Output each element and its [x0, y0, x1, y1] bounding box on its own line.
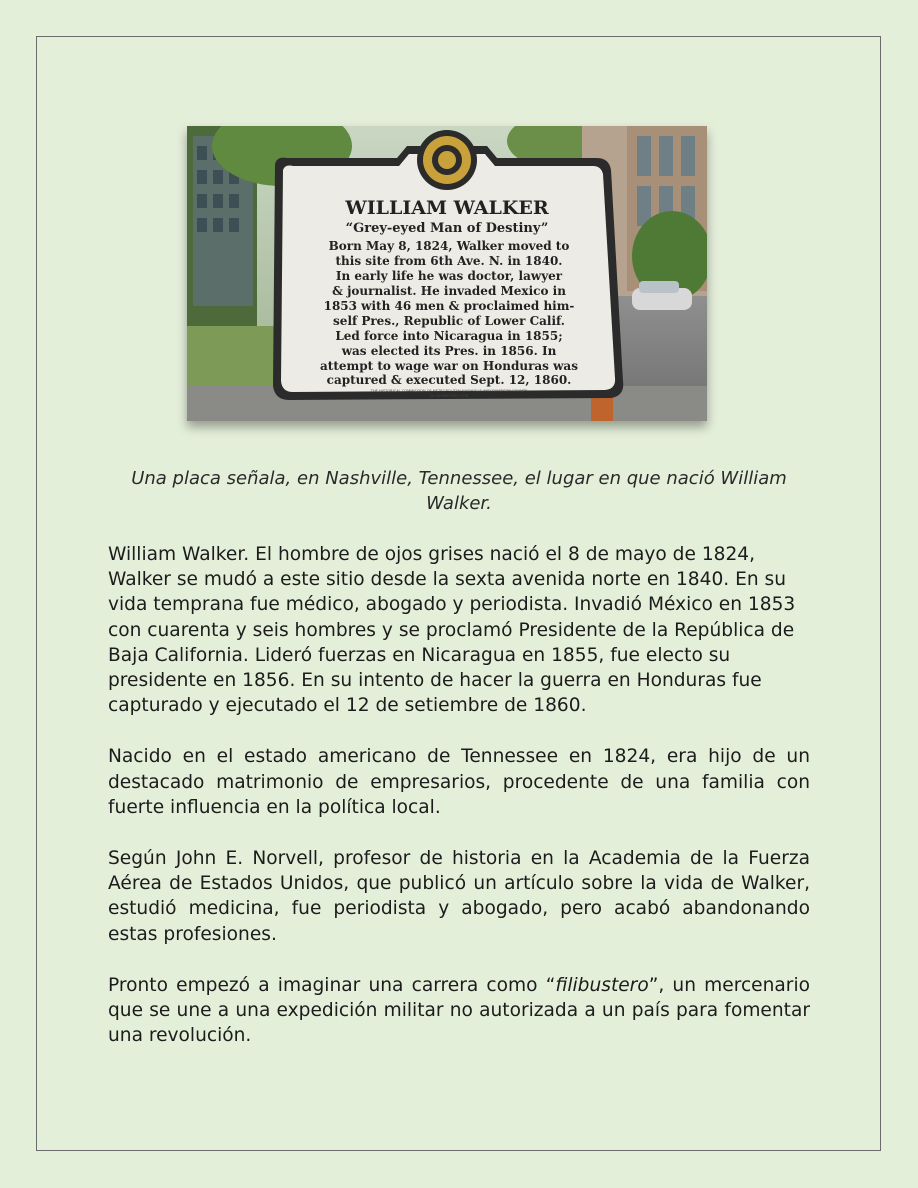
paragraph-text: Pronto empezó a imaginar una carrera como “ [108, 974, 556, 996]
sign-line: In early life he was doctor, lawyer [335, 269, 563, 283]
sign-line: this site from 6th Ave. N. in 1840. [335, 254, 563, 268]
sign-line: was elected its Pres. in 1856. In [341, 344, 557, 358]
paragraph: Según John E. Norvell, profesor de historia en la Academia de la Fuerza Aérea de Estados Unidos, que publicó un artículo sobre la vida de Walker, estudió medicina, fue periodista y abogado, pero acabó abandonando estas profesiones. [108, 848, 810, 945]
sign-line: Led force into Nicaragua in 1855; [335, 329, 563, 343]
sign-line: attempt to wage war on Honduras was [320, 359, 578, 373]
sign-line: Born May 8, 1824, Walker moved to [328, 239, 570, 253]
sign-footer-2: 3A 30 ERECTED 1976 [429, 394, 469, 398]
sign-title: WILLIAM WALKER [345, 197, 549, 219]
sign-line: captured & executed Sept. 12, 1860. [326, 373, 572, 387]
article-body [108, 542, 810, 1074]
paragraph [108, 973, 810, 1049]
sign-footer: THE HISTORICAL COMMISSION OF METROPOLITAN NASHVILLE AND DAVIDSON COUNTY [370, 389, 528, 393]
sign-line: self Pres., Republic of Lower Calif. [333, 314, 565, 328]
paragraph: Nacido en el estado americano de Tennessee en 1824, era hijo de un destacado matrimonio de empresarios, procedente de una familia con fuerte influencia en la política local. [108, 746, 810, 818]
italic-term: filibustero [555, 974, 649, 996]
sign-line: 1853 with 46 men & proclaimed him- [323, 299, 575, 313]
photo-caption: Una placa señala, en Nashville, Tennessee, el lugar en que nació William Walker. [131, 468, 787, 514]
paragraph: William Walker. El hombre de ojos grises nació el 8 de mayo de 1824, Walker se mudó a este sitio desde la sexta avenida norte en 1840. En su vida temprana fue médico, abogado y periodista. Invadió México en 1853 con cuarenta y seis hombres y se proclamó Presidente de la República de Baja California. Lideró fuerzas en Nicaragua en 1855, fue electo su presidente en 1856. En su intento de hacer la guerra en Honduras fue capturado y ejecutado el 12 de setiembre de 1860. [108, 544, 796, 717]
paragraph-text: ”, un mercenario que se une a una expedición militar no autorizada a un país para fomentar una revolución. [108, 974, 810, 1047]
sign-line: & journalist. He invaded Mexico in [332, 284, 566, 298]
sign-subtitle: “Grey-eyed Man of Destiny” [345, 221, 549, 236]
historical-marker-photo [187, 126, 707, 421]
